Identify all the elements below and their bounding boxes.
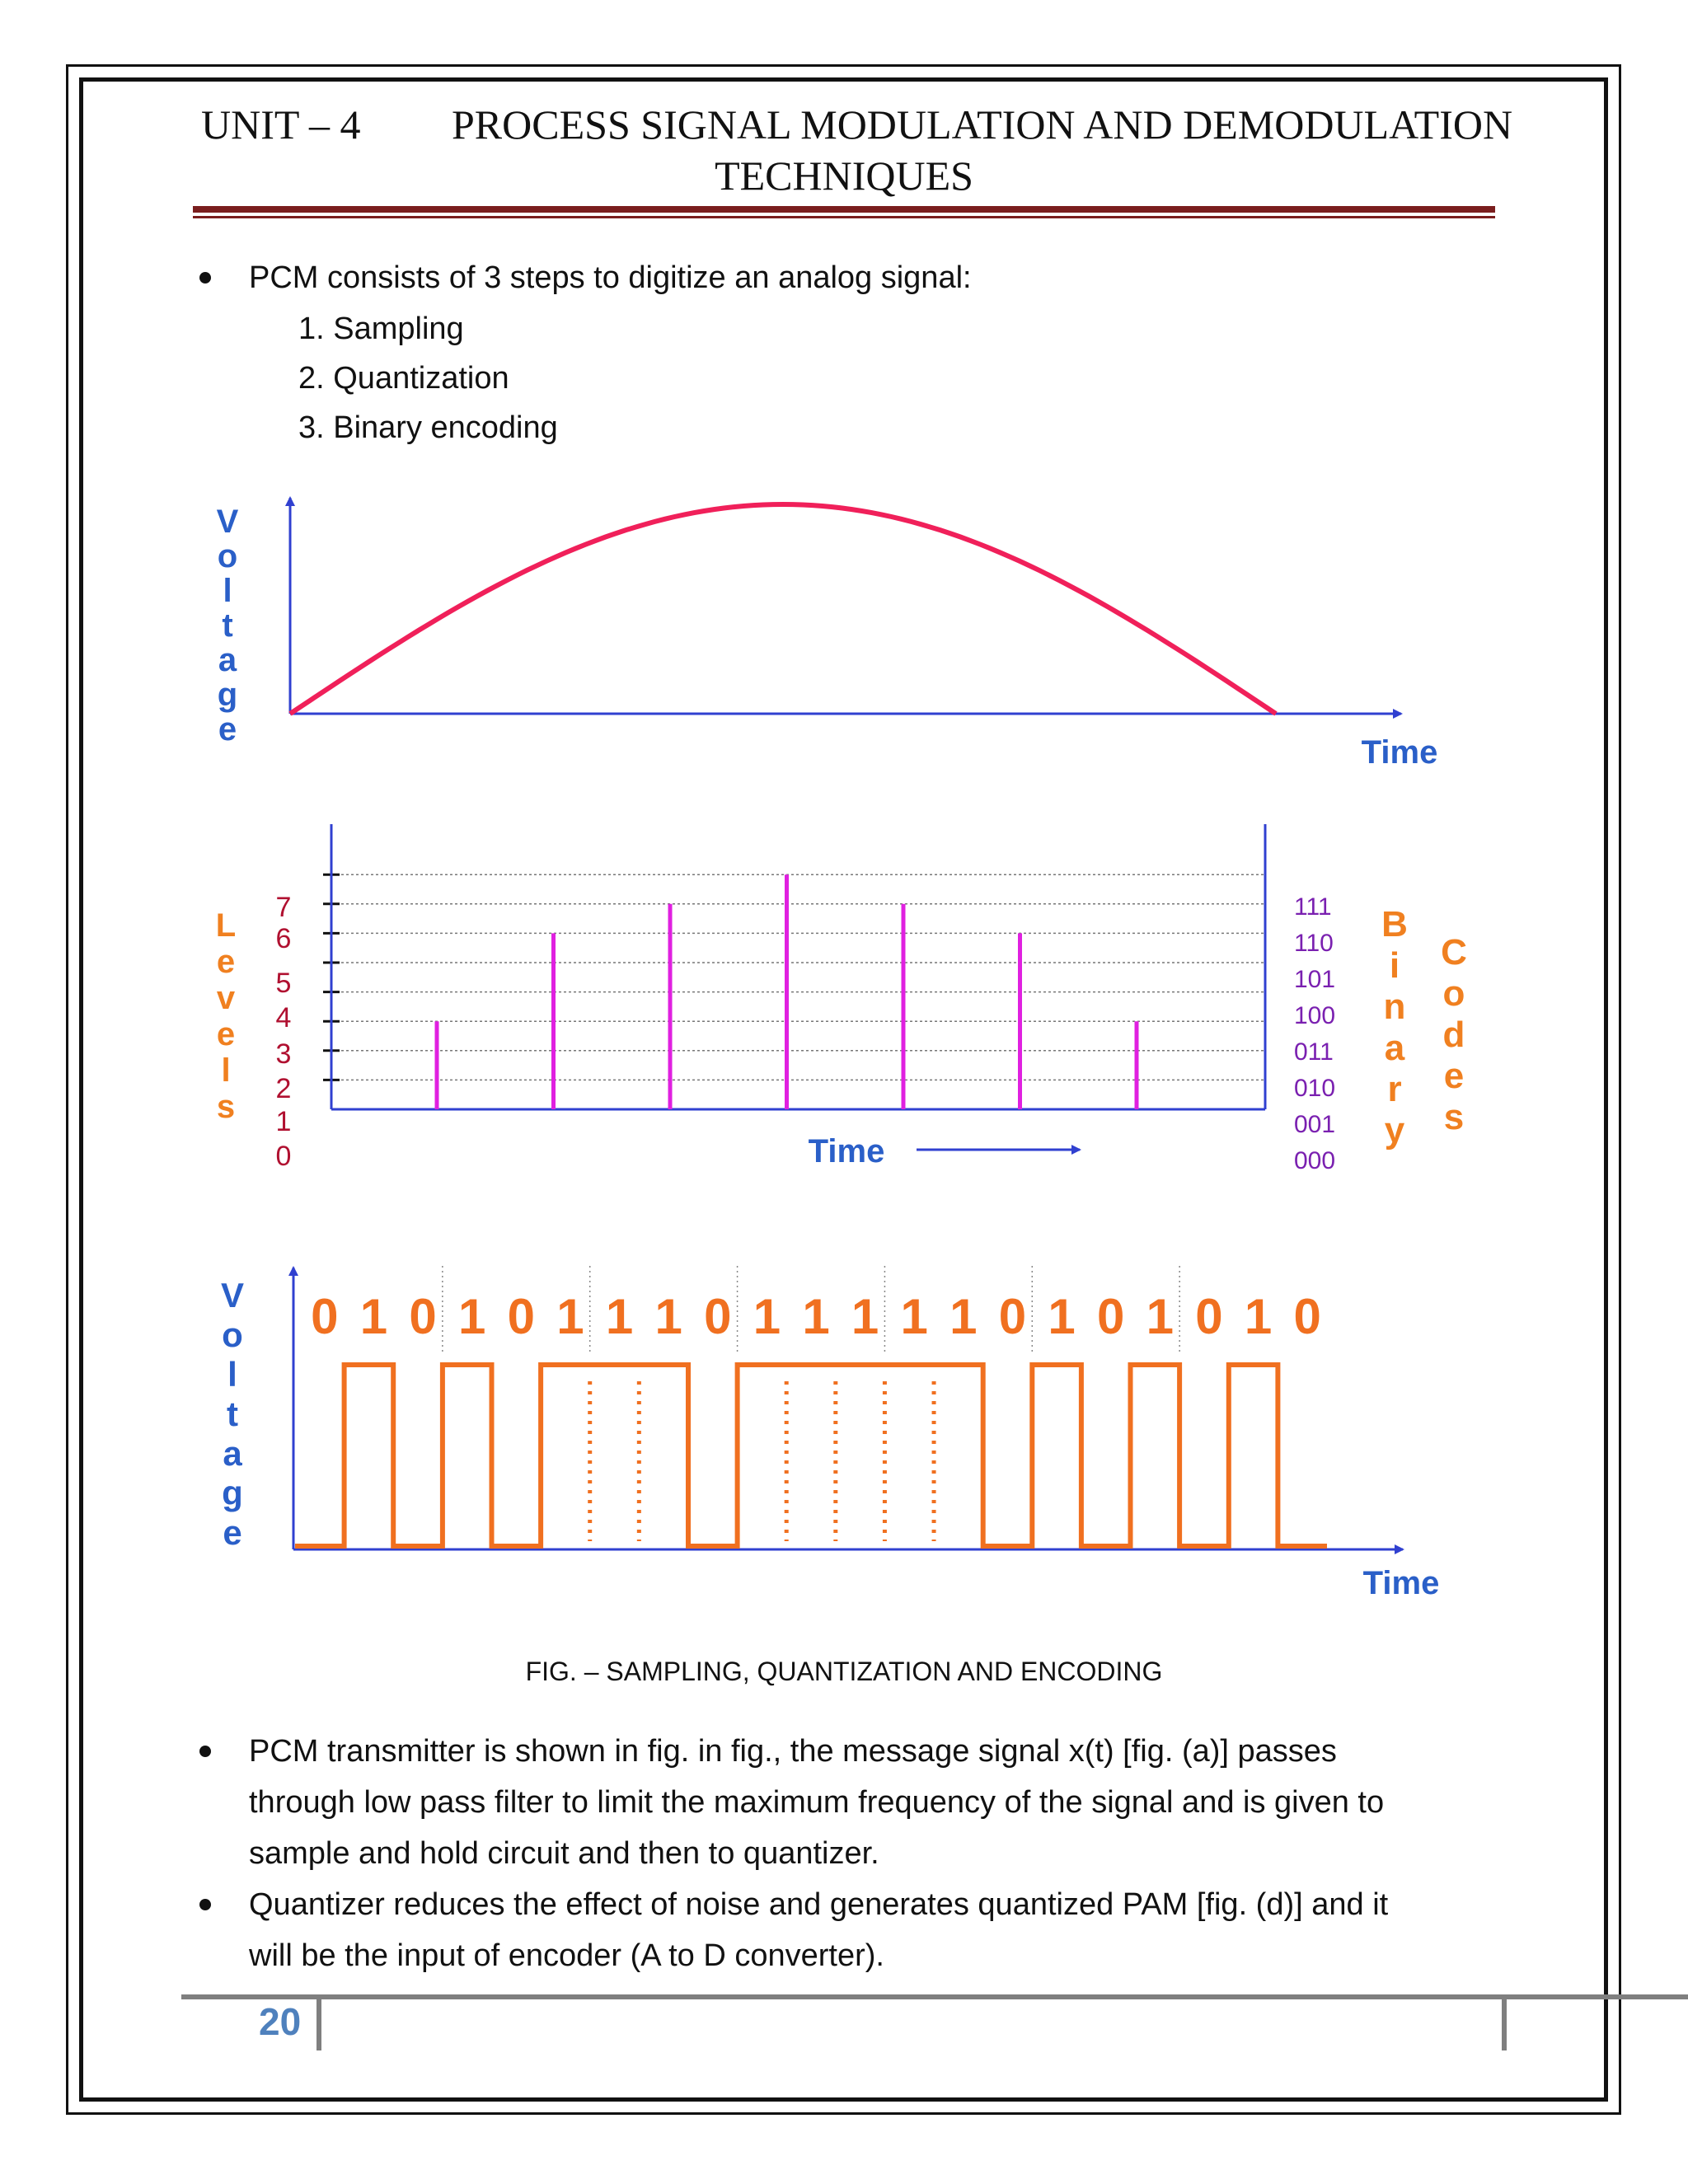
bullet-dot	[199, 1746, 211, 1757]
binary-code: 101	[1294, 966, 1336, 993]
levels-letter: L	[215, 907, 237, 944]
binary-letter: n	[1383, 987, 1406, 1027]
bit-boundary-dots	[590, 1381, 934, 1541]
footer-rule	[181, 1994, 1688, 1999]
binary-code: 110	[1294, 930, 1334, 957]
quantized-samples	[437, 874, 1137, 1109]
bit-label: 1	[851, 1289, 879, 1344]
bit-label: 1	[950, 1289, 978, 1344]
bit-label: 1	[1048, 1289, 1076, 1344]
encoded-voltage-label	[221, 1276, 244, 1552]
voltage-letter: g	[217, 677, 238, 713]
codes-letter: e	[1443, 1056, 1465, 1096]
footer-divider-left	[316, 1996, 321, 2050]
bit-label: 0	[1097, 1289, 1125, 1344]
binary-code: 011	[1294, 1038, 1334, 1066]
bit-label: 1	[900, 1289, 928, 1344]
bit-label: 1	[753, 1289, 781, 1344]
bit-label: 0	[409, 1289, 437, 1344]
bullet-dot	[199, 1899, 211, 1910]
codes-letter: o	[1442, 973, 1465, 1014]
binary-code: 010	[1294, 1075, 1336, 1102]
paragraph-line: sample and hold circuit and then to quantizer.	[249, 1836, 879, 1871]
codes-letter: C	[1441, 932, 1467, 972]
analog-time-label: Time	[1361, 734, 1438, 771]
binary-code: 000	[1294, 1147, 1336, 1174]
binary-code-labels	[1294, 893, 1335, 1174]
intro-text: PCM consists of 3 steps to digitize an analog signal:	[249, 260, 972, 295]
level-number: 3	[275, 1038, 292, 1070]
codes-label	[1441, 932, 1467, 1137]
paragraph-transmitter	[249, 1726, 1485, 1879]
encoded-time-label: Time	[1362, 1565, 1440, 1601]
encoded-pulse-train	[295, 1365, 1327, 1546]
voltage-letter: l	[223, 573, 232, 609]
levels-letter: l	[221, 1052, 231, 1089]
bit-label: 0	[998, 1289, 1027, 1344]
step-sampling: 1. Sampling	[298, 312, 464, 346]
level-grid	[323, 874, 1265, 1080]
paragraph-quantizer	[249, 1879, 1485, 1981]
levels-letter: s	[216, 1089, 236, 1125]
levels-letter: e	[216, 944, 236, 980]
bit-label: 0	[1293, 1289, 1321, 1344]
voltage-letter: t	[222, 607, 233, 644]
paragraph-line: PCM transmitter is shown in fig. in fig., the message signal x(t) [fig. (a)] passes	[249, 1734, 1337, 1769]
step-binary-encoding: 3. Binary encoding	[298, 410, 558, 445]
bit-label: 1	[802, 1289, 830, 1344]
bit-label: 0	[1195, 1289, 1223, 1344]
footer-divider-right	[1502, 1996, 1507, 2050]
bit-label: 1	[654, 1289, 682, 1344]
paragraph-line: Quantizer reduces the effect of noise and generates quantized PAM [fig. (d)] and it	[249, 1887, 1389, 1922]
bit-label: 0	[704, 1289, 732, 1344]
bit-label: 0	[311, 1289, 339, 1344]
level-number: 1	[275, 1106, 292, 1137]
encoded-signal-plot	[221, 1266, 1439, 1601]
level-number: 7	[275, 892, 292, 923]
level-number: 6	[275, 923, 292, 954]
level-numbers	[276, 892, 292, 1172]
voltage-letter: g	[222, 1474, 243, 1512]
binary-code: 111	[1294, 893, 1332, 921]
voltage-letter: t	[227, 1394, 238, 1433]
bit-label: 1	[1244, 1289, 1273, 1344]
bit-label: 1	[457, 1289, 486, 1344]
paragraph-line: will be the input of encoder (A to D converter).	[249, 1938, 884, 1973]
levels-letter: e	[216, 1016, 236, 1052]
analog-voltage-label	[217, 504, 239, 748]
paragraph-line: through low pass filter to limit the maximum frequency of the signal and is given to	[249, 1785, 1385, 1820]
voltage-letter: V	[216, 504, 239, 540]
analog-signal-curve	[290, 504, 1276, 714]
unit-label: UNIT – 4	[201, 101, 361, 148]
step-quantization: 2. Quantization	[298, 361, 509, 396]
codes-letter: s	[1443, 1097, 1465, 1137]
voltage-letter: e	[218, 711, 237, 748]
level-number: 2	[275, 1073, 292, 1104]
bit-label: 1	[556, 1289, 584, 1344]
bit-label: 1	[359, 1289, 388, 1344]
voltage-letter: l	[227, 1355, 237, 1394]
levels-letter: v	[216, 980, 236, 1016]
bit-label: 0	[507, 1289, 535, 1344]
binary-letter: r	[1387, 1069, 1402, 1109]
figure-caption: FIG. – SAMPLING, QUANTIZATION AND ENCODING	[525, 1657, 1163, 1686]
voltage-letter: e	[223, 1513, 242, 1552]
binary-letter: i	[1389, 945, 1400, 986]
analog-signal-plot	[217, 498, 1438, 771]
voltage-letter: V	[220, 1276, 245, 1315]
voltage-letter: a	[223, 1434, 242, 1473]
binary-letter: a	[1384, 1028, 1405, 1068]
bit-label: 1	[1146, 1289, 1175, 1344]
binary-label	[1381, 904, 1408, 1151]
bit-label: 1	[605, 1289, 634, 1344]
levels-label	[216, 907, 236, 1125]
level-number: 0	[275, 1141, 292, 1172]
binary-code: 001	[1294, 1111, 1336, 1138]
binary-code: 100	[1294, 1002, 1336, 1029]
voltage-letter: a	[218, 642, 237, 678]
voltage-letter: o	[217, 538, 238, 574]
level-number: 5	[275, 968, 292, 999]
levels-time-label: Time	[808, 1133, 885, 1169]
page-number: 20	[259, 2000, 302, 2043]
quantization-plot	[216, 824, 1467, 1174]
bit-labels	[311, 1289, 1321, 1344]
codes-letter: d	[1442, 1015, 1465, 1055]
binary-letter: B	[1381, 904, 1408, 944]
voltage-letter: o	[222, 1315, 243, 1354]
binary-letter: y	[1384, 1110, 1405, 1151]
level-number: 4	[275, 1002, 292, 1033]
header-title-line2: TECHNIQUES	[715, 152, 973, 199]
header-title-line1: PROCESS SIGNAL MODULATION AND DEMODULATION	[452, 101, 1513, 148]
